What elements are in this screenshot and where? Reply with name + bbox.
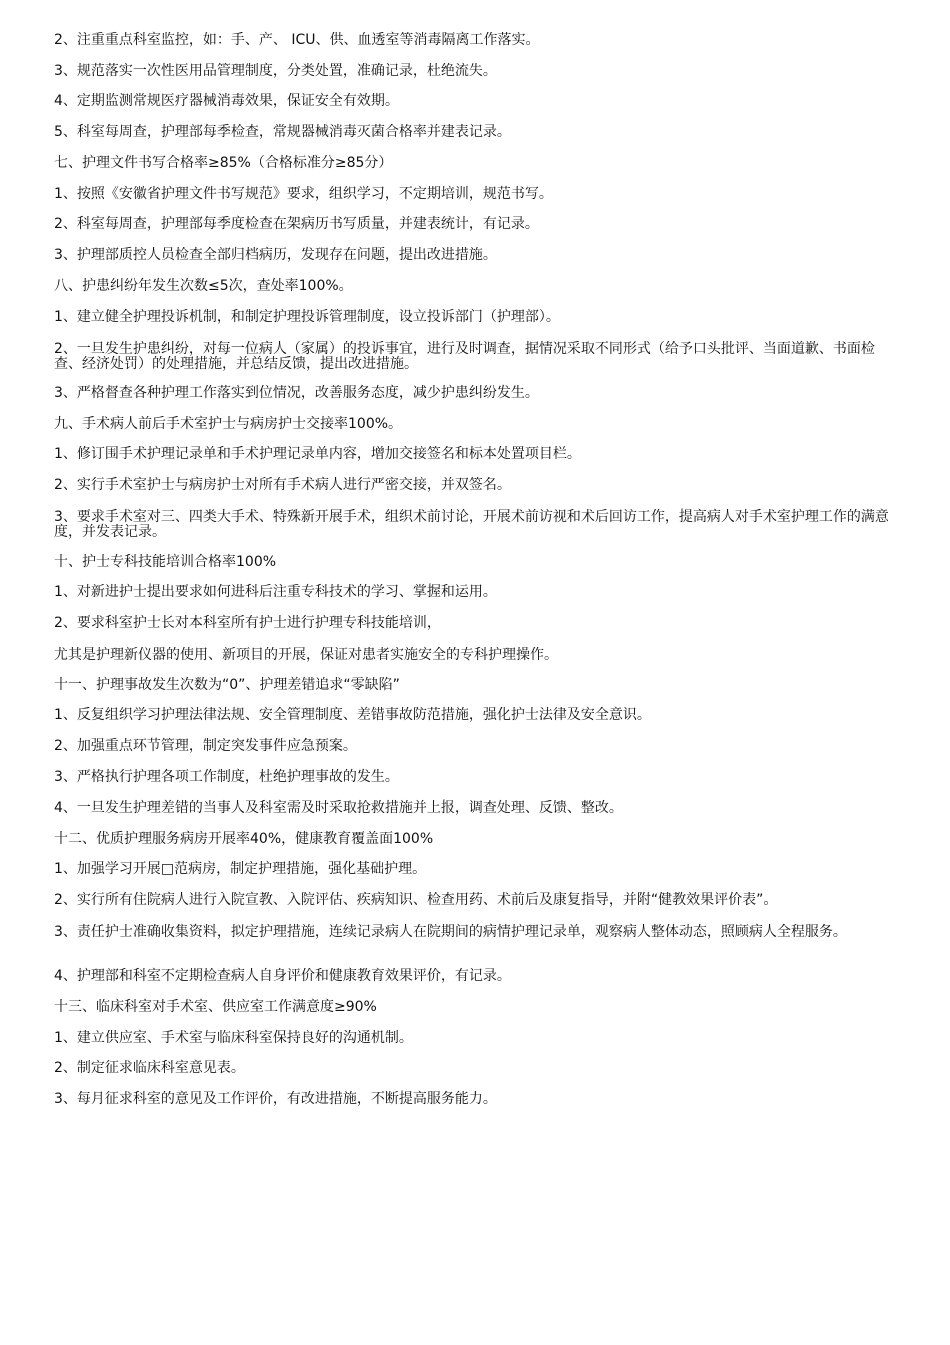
paragraph: 2、注重重点科室监控，如：手、产、 ICU、供、血透室等消毒隔离工作落实。 — [54, 32, 540, 48]
paragraph: 4、一旦发生护理差错的当事人及科室需及时采取抢救措施并上报，调查处理、反馈、整改。 — [54, 800, 623, 816]
paragraph: 4、护理部和科室不定期检查病人自身评价和健康教育效果评价，有记录。 — [54, 968, 511, 984]
section-heading: 十一、护理事故发生次数为“0”、护理差错追求“零缺陷” — [54, 677, 400, 693]
paragraph: 3、规范落实一次性医用品管理制度，分类处置，准确记录，杜绝流失。 — [54, 63, 497, 79]
paragraph: 2、加强重点环节管理，制定突发事件应急预案。 — [54, 738, 357, 754]
paragraph: 1、按照《安徽省护理文件书写规范》要求，组织学习，不定期培训，规范书写。 — [54, 186, 553, 202]
paragraph: 3、严格执行护理各项工作制度，杜绝护理事故的发生。 — [54, 769, 399, 785]
paragraph: 3、护理部质控人员检查全部归档病历，发现存在问题，提出改进措施。 — [54, 247, 497, 263]
paragraph: 2、实行手术室护士与病房护士对所有手术病人进行严密交接，并双签名。 — [54, 477, 511, 493]
paragraph: 2、实行所有住院病人进行入院宣教、入院评估、疾病知识、检查用药、术前后及康复指导，并附“健教效果评价表”。 — [54, 892, 778, 908]
paragraph: 5、科室每周查，护理部每季检查，常规器械消毒灭菌合格率并建表记录。 — [54, 124, 511, 140]
paragraph: 1、反复组织学习护理法律法规、安全管理制度、差错事故防范措施，强化护士法律及安全意识。 — [54, 707, 651, 723]
paragraph: 3、要求手术室对三、四类大手术、特殊新开展手术，组织术前讨论，开展术前访视和术后回访工作，提高病人对手术室护理工作的满意度，并发表记录。 — [54, 509, 889, 540]
paragraph: 2、要求科室护士长对本科室所有护士进行护理专科技能培训， — [54, 615, 441, 631]
paragraph: 1、建立健全护理投诉机制，和制定护理投诉管理制度，设立投诉部门（护理部）。 — [54, 309, 560, 325]
paragraph: 尤其是护理新仪器的使用、新项目的开展，保证对患者实施安全的专科护理操作。 — [54, 647, 558, 663]
section-heading: 七、护理文件书写合格率≥85%（合格标准分≥85分） — [54, 155, 393, 171]
paragraph: 3、每月征求科室的意见及工作评价，有改进措施，不断提高服务能力。 — [54, 1091, 497, 1107]
paragraph: 2、一旦发生护患纠纷，对每一位病人（家属）的投诉事宜，进行及时调查，据情况采取不同形式（给予口头批评、当面道歉、书面检查、经济处罚）的处理措施，并总结反馈，提出改进措施。 — [54, 341, 875, 372]
paragraph: 1、修订围手术护理记录单和手术护理记录单内容，增加交接签名和标本处置项目栏。 — [54, 446, 581, 462]
section-heading: 九、手术病人前后手术室护士与病房护士交接率100%。 — [54, 416, 403, 432]
paragraph: 1、对新进护士提出要求如何进科后注重专科技术的学习、掌握和运用。 — [54, 584, 497, 600]
section-heading: 十三、临床科室对手术室、供应室工作满意度≥90% — [54, 999, 377, 1015]
paragraph: 1、加强学习开展□范病房，制定护理措施，强化基础护理。 — [54, 861, 427, 877]
paragraph: 4、定期监测常规医疗器械消毒效果，保证安全有效期。 — [54, 93, 399, 109]
paragraph: 2、制定征求临床科室意见表。 — [54, 1060, 245, 1076]
paragraph: 3、责任护士准确收集资料，拟定护理措施，连续记录病人在院期间的病情护理记录单，观察病人整体动态，照顾病人全程服务。 — [54, 924, 847, 940]
section-heading: 八、护患纠纷年发生次数≤5次，查处率100%。 — [54, 278, 353, 294]
paragraph: 3、严格督查各种护理工作落实到位情况，改善服务态度，减少护患纠纷发生。 — [54, 385, 539, 401]
paragraph: 2、科室每周查，护理部每季度检查在架病历书写质量，并建表统计，有记录。 — [54, 216, 539, 232]
paragraph: 1、建立供应室、手术室与临床科室保持良好的沟通机制。 — [54, 1030, 413, 1046]
section-heading: 十二、优质护理服务病房开展率40%，健康教育覆盖面100% — [54, 831, 434, 847]
section-heading: 十、护士专科技能培训合格率100% — [54, 554, 277, 570]
